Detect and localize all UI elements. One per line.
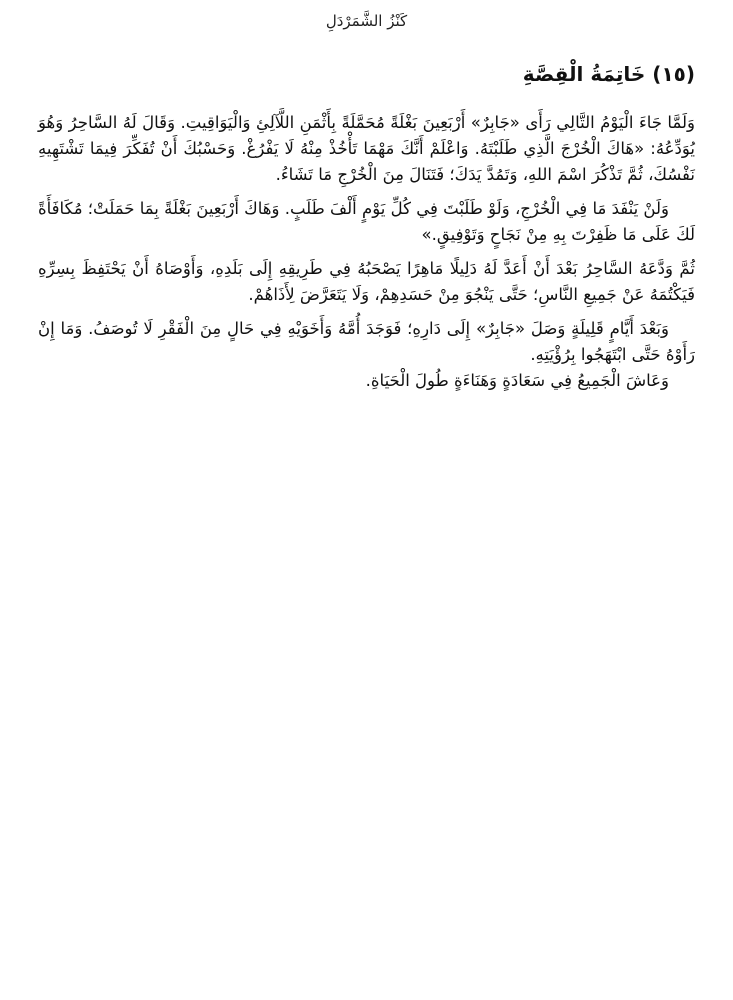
- running-header: كَنْزُ الشَّمَرْدَلِ: [325, 12, 408, 30]
- paragraph: وَبَعْدَ أَيَّامٍ قَلِيلَةٍ وَصَلَ «جَابِرٌ» إِلَى دَارِهِ؛ فَوَجَدَ أُمَّهُ وَأَخَوَيْهِ فِي حَالٍ مِنَ الْفَقْرِ لَا تُوصَفُ. وَمَا إِنْ رَأَوْهُ حَتَّى ابْتَهَجُوا بِرُؤْيَتِهِ.: [38, 319, 695, 364]
- paragraph: وَعَاشَ الْجَمِيعُ فِي سَعَادَةٍ وَهَنَاءَةٍ طُولَ الْحَيَاةِ.: [365, 371, 669, 390]
- chapter-title: (١٥) خَاتِمَةُ الْقِصَّةِ: [522, 62, 695, 86]
- paragraph: وَلَمَّا جَاءَ الْيَوْمُ التَّالِي رَأَى «جَابِرٌ» أَرْبَعِينَ بَغْلَةً مُحَمَّلَةً بِأَثْمَنِ اللَّآلِئِ وَالْيَوَاقِيتِ. وَقَالَ لَهُ السَّاحِرُ وَهُوَ يُوَدِّعُهُ: «هَاكَ الْخُرْجَ الَّذِي طَلَبْتَهُ. وَاعْلَمْ أَنَّكَ مَهْمَا تَأْخُذْ مِنْهُ لَا يَفْرُغْ. وَحَسْبُكَ أَنْ تُفَكِّرَ فِيمَا تَشْتَهِيهِ نَفْسُكَ، ثُمَّ تَذْكُرَ اسْمَ اللهِ، وَتَمُدَّ يَدَكَ؛ فَتَنَالَ مِنَ الْخُرْجِ مَا تَشَاءُ.: [38, 113, 695, 184]
- paragraph: وَلَنْ يَنْفَدَ مَا فِي الْخُرْجِ، وَلَوْ طَلَبْتَ فِي كُلِّ يَوْمٍ أَلْفَ طَلَبٍ. وَهَاكَ أَرْبَعِينَ بَغْلَةً بِمَا حَمَلَتْ؛ مُكَافَأَةً لَكَ عَلَى مَا ظَفِرْتَ بِهِ مِنْ نَجَاحٍ وَتَوْفِيقٍ.»: [38, 199, 695, 244]
- chapter-body: [38, 110, 695, 402]
- paragraph: ثُمَّ وَدَّعَهُ السَّاحِرُ بَعْدَ أَنْ أَعَدَّ لَهُ دَلِيلًا مَاهِرًا يَصْحَبُهُ فِي طَرِيقِهِ إِلَى بَلَدِهِ، وَأَوْصَاهُ أَنْ يَحْتَفِظَ بِسِرِّهِ فَيَكْتُمَهُ عَنْ جَمِيعِ النَّاسِ؛ حَتَّى يَنْجُوَ مِنْ حَسَدِهِمْ، وَلَا يَتَعَرَّضَ لِأَذَاهُمْ.: [38, 259, 695, 304]
